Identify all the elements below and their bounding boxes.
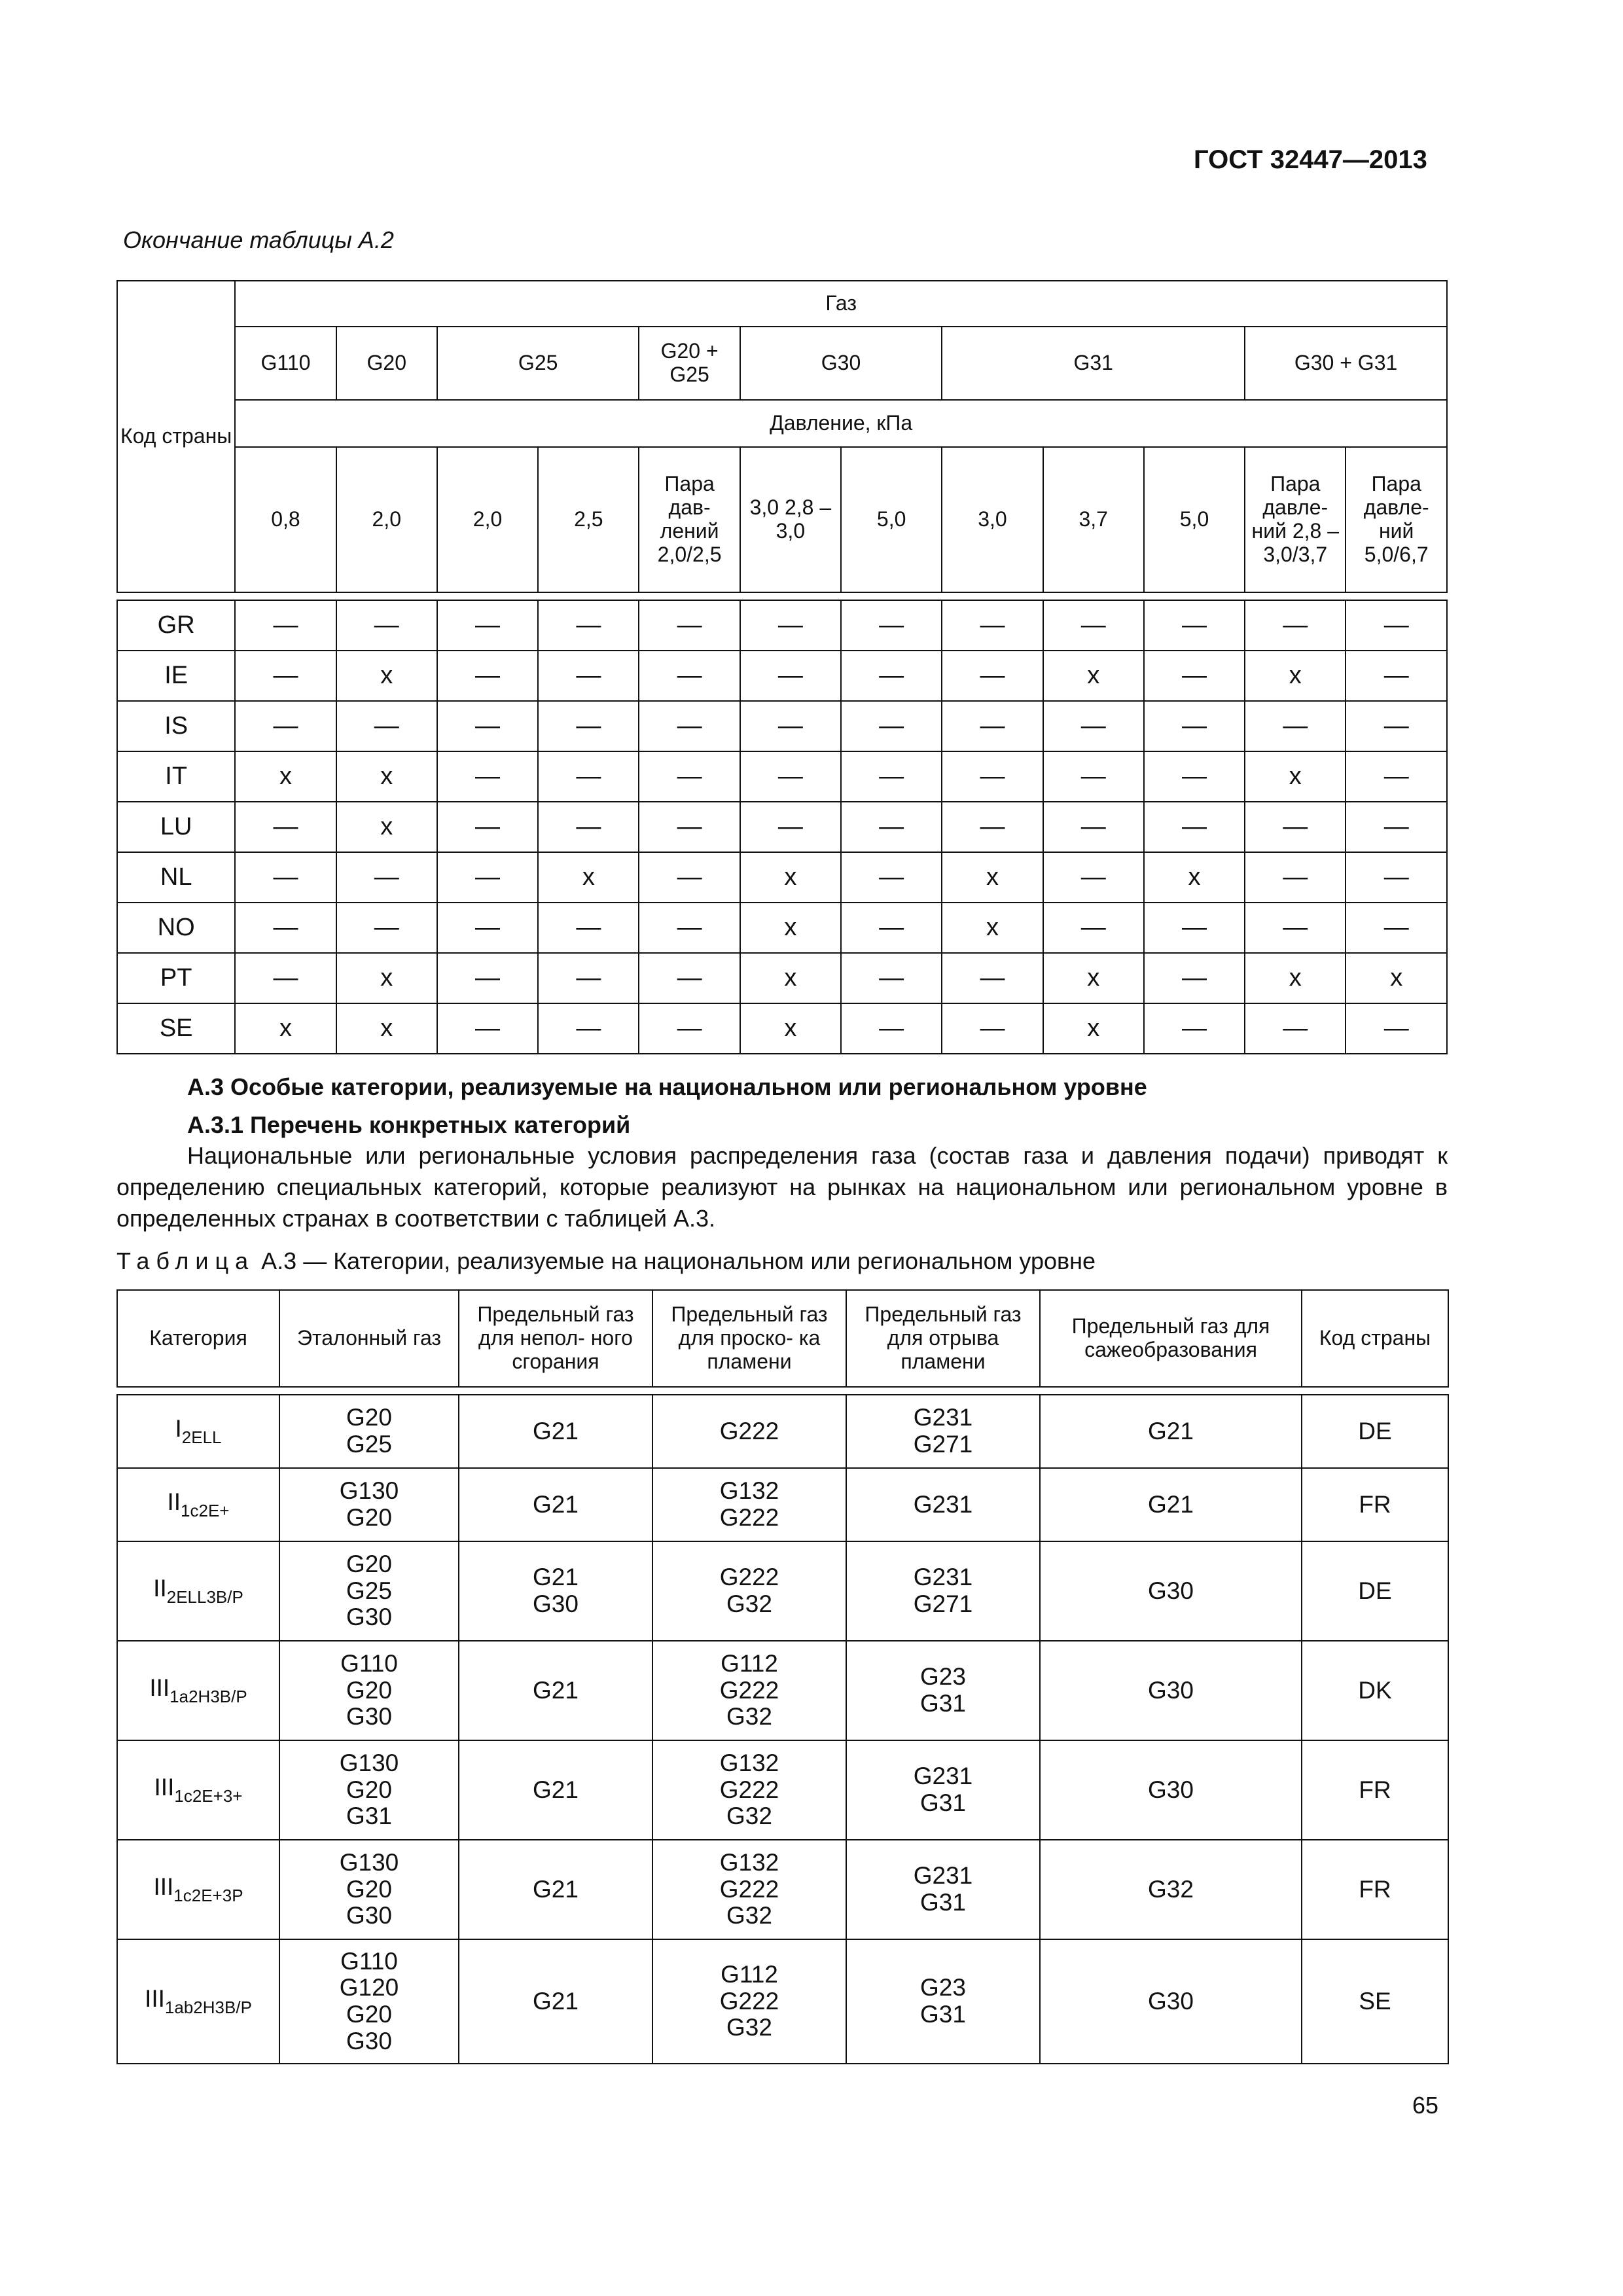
availability-cell: x xyxy=(336,802,437,852)
reference-gas-cell: G130 G20 G31 xyxy=(279,1740,459,1840)
sooting-cell: G21 xyxy=(1040,1395,1302,1468)
availability-cell: — xyxy=(336,903,437,953)
availability-cell: — xyxy=(639,852,740,903)
gas-cell: G31 xyxy=(942,327,1245,400)
table-a2-row xyxy=(117,600,1447,651)
pressure-cell: Пара дав- лений 2,0/2,5 xyxy=(639,447,740,592)
availability-cell: — xyxy=(1346,701,1447,751)
pressure-cell: 3,0 xyxy=(942,447,1043,592)
availability-cell: — xyxy=(740,701,841,751)
category-main: III xyxy=(149,1674,170,1702)
country-code-cell: SE xyxy=(117,1003,235,1054)
availability-cell: — xyxy=(437,751,538,802)
availability-cell: — xyxy=(1144,701,1245,751)
flame-lift-cell: G23 G31 xyxy=(846,1641,1040,1740)
availability-cell: x xyxy=(1043,1003,1144,1054)
country-code-cell: DK xyxy=(1302,1641,1448,1740)
sooting-cell: G30 xyxy=(1040,1541,1302,1641)
availability-cell: — xyxy=(639,751,740,802)
country-code-cell: NL xyxy=(117,852,235,903)
availability-cell: — xyxy=(437,903,538,953)
category-main: III xyxy=(145,1985,165,2013)
table-a2-row xyxy=(117,701,1447,751)
incomplete-combustion-cell: G21 xyxy=(459,1939,652,2064)
availability-cell: x xyxy=(1346,953,1447,1003)
availability-cell: — xyxy=(841,751,942,802)
table-a3-header-country: Код страны xyxy=(1302,1290,1448,1387)
availability-cell: — xyxy=(639,651,740,701)
reference-gas-cell: G130 G20 G30 xyxy=(279,1840,459,1939)
incomplete-combustion-cell: G21 G30 xyxy=(459,1541,652,1641)
table-a3-caption xyxy=(116,1247,1096,1275)
availability-cell: — xyxy=(1346,1003,1447,1054)
availability-cell: — xyxy=(639,701,740,751)
flashback-cell: G132 G222 G32 xyxy=(652,1840,846,1939)
availability-cell: — xyxy=(235,600,336,651)
table-a3-row xyxy=(117,1740,1448,1840)
reference-gas-cell: G20 G25 xyxy=(279,1395,459,1468)
availability-cell: x xyxy=(740,953,841,1003)
flashback-cell: G222 xyxy=(652,1395,846,1468)
country-code-cell: FR xyxy=(1302,1468,1448,1541)
availability-cell: — xyxy=(841,802,942,852)
availability-cell: — xyxy=(1043,600,1144,651)
pressure-cell: 2,0 xyxy=(437,447,538,592)
country-code-cell: NO xyxy=(117,903,235,953)
table-a3-row xyxy=(117,1641,1448,1740)
availability-cell: — xyxy=(1346,802,1447,852)
availability-cell: — xyxy=(841,1003,942,1054)
availability-cell: x xyxy=(336,751,437,802)
availability-cell: — xyxy=(942,701,1043,751)
availability-cell: — xyxy=(1144,751,1245,802)
country-code-cell: FR xyxy=(1302,1840,1448,1939)
table-a3-row xyxy=(117,1541,1448,1641)
table-a3-caption-text: А.3 — Категории, реализуемые на национальном или региональном уровне xyxy=(261,1247,1096,1274)
country-code-cell: DE xyxy=(1302,1395,1448,1468)
availability-cell: — xyxy=(1144,953,1245,1003)
availability-cell: — xyxy=(1144,1003,1245,1054)
table-a2 xyxy=(116,280,1448,1054)
category-main: II xyxy=(153,1575,167,1602)
pressure-cell: 5,0 xyxy=(1144,447,1245,592)
pressure-cell: 3,7 xyxy=(1043,447,1144,592)
availability-cell: — xyxy=(336,701,437,751)
gas-header: Газ xyxy=(235,281,1447,327)
availability-cell: — xyxy=(1346,600,1447,651)
category-cell xyxy=(117,1641,279,1740)
availability-cell: — xyxy=(538,903,639,953)
availability-cell: — xyxy=(437,802,538,852)
table-a2-row xyxy=(117,852,1447,903)
gas-cell: G20 xyxy=(336,327,437,400)
category-cell xyxy=(117,1840,279,1939)
category-subscript: 1c2E+ xyxy=(181,1501,230,1521)
availability-cell: — xyxy=(639,1003,740,1054)
availability-cell: — xyxy=(841,600,942,651)
availability-cell: x xyxy=(1245,651,1346,701)
sooting-cell: G32 xyxy=(1040,1840,1302,1939)
availability-cell: — xyxy=(1043,903,1144,953)
section-a3-1-heading: А.3.1 Перечень конкретных категорий xyxy=(187,1111,631,1138)
category-main: II xyxy=(167,1488,181,1516)
pressure-cell: Пара давле- ний 2,8 –3,0/3,7 xyxy=(1245,447,1346,592)
pressure-cell: 2,5 xyxy=(538,447,639,592)
category-cell xyxy=(117,1939,279,2064)
availability-cell: — xyxy=(740,751,841,802)
gas-cell: G30 xyxy=(740,327,942,400)
table-a2-row xyxy=(117,1003,1447,1054)
table-a3-header-flashback: Предельный газ для проско- ка пламени xyxy=(652,1290,846,1387)
reference-gas-cell: G110 G20 G30 xyxy=(279,1641,459,1740)
category-subscript: 1ab2H3B/P xyxy=(164,1998,252,2018)
table-a2-row xyxy=(117,751,1447,802)
gas-cell: G25 xyxy=(437,327,639,400)
availability-cell: — xyxy=(639,600,740,651)
pressure-header: Давление, кПа xyxy=(235,400,1447,447)
table-a2-row xyxy=(117,903,1447,953)
availability-cell: — xyxy=(942,802,1043,852)
sooting-cell: G30 xyxy=(1040,1740,1302,1840)
table-a3-caption-prefix: Таблица xyxy=(116,1247,255,1274)
availability-cell: x xyxy=(1245,751,1346,802)
availability-cell: — xyxy=(538,802,639,852)
country-code-cell: DE xyxy=(1302,1541,1448,1641)
table-a2-row xyxy=(117,802,1447,852)
country-code-cell: IT xyxy=(117,751,235,802)
page-number: 65 xyxy=(1412,2092,1439,2119)
flame-lift-cell: G231 G31 xyxy=(846,1840,1040,1939)
sooting-cell: G21 xyxy=(1040,1468,1302,1541)
availability-cell: — xyxy=(538,651,639,701)
incomplete-combustion-cell: G21 xyxy=(459,1641,652,1740)
availability-cell: — xyxy=(639,802,740,852)
availability-cell: — xyxy=(942,1003,1043,1054)
section-a3-heading: А.3 Особые категории, реализуемые на национальном или региональном уровне xyxy=(187,1073,1147,1100)
availability-cell: — xyxy=(1144,651,1245,701)
availability-cell: — xyxy=(1245,852,1346,903)
availability-cell: — xyxy=(841,701,942,751)
availability-cell: — xyxy=(639,953,740,1003)
table-a3 xyxy=(116,1289,1449,2064)
availability-cell: x xyxy=(942,852,1043,903)
reference-gas-cell: G20 G25 G30 xyxy=(279,1541,459,1641)
flame-lift-cell: G231 G271 xyxy=(846,1395,1040,1468)
table-a2-caption: Окончание таблицы А.2 xyxy=(123,226,394,253)
gas-cell: G30 + G31 xyxy=(1245,327,1447,400)
table-a3-header-liftoff: Предельный газ для отрыва пламени xyxy=(846,1290,1040,1387)
category-cell xyxy=(117,1740,279,1840)
country-code-cell: PT xyxy=(117,953,235,1003)
pressure-cell: 5,0 xyxy=(841,447,942,592)
availability-cell: — xyxy=(235,953,336,1003)
category-subscript: 1a2H3B/P xyxy=(169,1687,247,1707)
category-subscript: 1c2E+3+ xyxy=(174,1786,243,1806)
incomplete-combustion-cell: G21 xyxy=(459,1740,652,1840)
standard-number: ГОСТ 32447—2013 xyxy=(1194,145,1427,174)
availability-cell: x xyxy=(942,903,1043,953)
availability-cell: — xyxy=(538,953,639,1003)
availability-cell: x xyxy=(1043,651,1144,701)
availability-cell: — xyxy=(841,651,942,701)
availability-cell: — xyxy=(1043,802,1144,852)
category-cell xyxy=(117,1468,279,1541)
availability-cell: — xyxy=(235,651,336,701)
category-cell xyxy=(117,1541,279,1641)
availability-cell: — xyxy=(1144,802,1245,852)
availability-cell: — xyxy=(235,903,336,953)
availability-cell: — xyxy=(740,651,841,701)
availability-cell: — xyxy=(1043,701,1144,751)
availability-cell: — xyxy=(841,852,942,903)
availability-cell: — xyxy=(437,1003,538,1054)
gas-cell: G20 + G25 xyxy=(639,327,740,400)
section-a3-paragraph: Национальные или региональные условия распределения газа (состав газа и давления подачи) приводят к определению специальных категорий, которые реализуют на рынках на национальном или региональном уровне в определенных странах в соответствии с таблицей А.3. xyxy=(116,1142,1448,1232)
availability-cell: — xyxy=(1043,751,1144,802)
availability-cell: — xyxy=(1245,802,1346,852)
availability-cell: — xyxy=(437,600,538,651)
gas-cell: G110 xyxy=(235,327,336,400)
header-separator xyxy=(117,592,1447,600)
table-a3-row xyxy=(117,1939,1448,2064)
availability-cell: — xyxy=(538,1003,639,1054)
country-code-cell: FR xyxy=(1302,1740,1448,1840)
availability-cell: — xyxy=(1144,600,1245,651)
sooting-cell: G30 xyxy=(1040,1939,1302,2064)
country-code-cell: LU xyxy=(117,802,235,852)
availability-cell: — xyxy=(538,701,639,751)
table-a2-row xyxy=(117,953,1447,1003)
country-code-cell: GR xyxy=(117,600,235,651)
category-subscript: 1c2E+3P xyxy=(173,1886,243,1906)
availability-cell: x xyxy=(740,852,841,903)
country-code-header: Код страны xyxy=(117,281,235,592)
availability-cell: — xyxy=(336,852,437,903)
availability-cell: — xyxy=(942,953,1043,1003)
category-main: III xyxy=(154,1774,175,1801)
availability-cell: — xyxy=(538,600,639,651)
availability-cell: — xyxy=(740,600,841,651)
country-code-cell: IE xyxy=(117,651,235,701)
pressure-cell: 2,0 xyxy=(336,447,437,592)
availability-cell: — xyxy=(538,751,639,802)
availability-cell: — xyxy=(437,852,538,903)
category-cell xyxy=(117,1395,279,1468)
table-a3-row xyxy=(117,1840,1448,1939)
country-code-cell: IS xyxy=(117,701,235,751)
category-subscript: 2ELL xyxy=(181,1427,222,1448)
availability-cell: — xyxy=(740,802,841,852)
availability-cell: — xyxy=(1346,751,1447,802)
availability-cell: x xyxy=(1245,953,1346,1003)
table-a3-header-reference: Эталонный газ xyxy=(279,1290,459,1387)
country-code-cell: SE xyxy=(1302,1939,1448,2064)
sooting-cell: G30 xyxy=(1040,1641,1302,1740)
availability-cell: — xyxy=(437,651,538,701)
category-main: I xyxy=(175,1415,182,1443)
flame-lift-cell: G231 G271 xyxy=(846,1541,1040,1641)
availability-cell: — xyxy=(942,751,1043,802)
category-main: III xyxy=(153,1873,174,1901)
availability-cell: — xyxy=(336,600,437,651)
reference-gas-cell: G130 G20 xyxy=(279,1468,459,1541)
reference-gas-cell: G110 G120 G20 G30 xyxy=(279,1939,459,2064)
availability-cell: x xyxy=(1043,953,1144,1003)
availability-cell: x xyxy=(235,1003,336,1054)
availability-cell: x xyxy=(336,651,437,701)
flashback-cell: G222 G32 xyxy=(652,1541,846,1641)
availability-cell: — xyxy=(1346,651,1447,701)
category-subscript: 2ELL3B/P xyxy=(166,1587,243,1607)
flashback-cell: G132 G222 xyxy=(652,1468,846,1541)
availability-cell: x xyxy=(538,852,639,903)
availability-cell: — xyxy=(841,953,942,1003)
availability-cell: — xyxy=(942,651,1043,701)
availability-cell: — xyxy=(841,903,942,953)
flashback-cell: G132 G222 G32 xyxy=(652,1740,846,1840)
availability-cell: — xyxy=(437,953,538,1003)
availability-cell: — xyxy=(235,701,336,751)
availability-cell: x xyxy=(740,1003,841,1054)
pressure-cell: 0,8 xyxy=(235,447,336,592)
table-a3-header-soot: Предельный газ для сажеобразования xyxy=(1040,1290,1302,1387)
availability-cell: — xyxy=(437,701,538,751)
availability-cell: — xyxy=(1245,600,1346,651)
availability-cell: x xyxy=(740,903,841,953)
pressure-cell: 3,0 2,8 –3,0 xyxy=(740,447,841,592)
availability-cell: — xyxy=(235,852,336,903)
table-a3-header-category: Категория xyxy=(117,1290,279,1387)
availability-cell: — xyxy=(1043,852,1144,903)
incomplete-combustion-cell: G21 xyxy=(459,1468,652,1541)
flame-lift-cell: G23 G31 xyxy=(846,1939,1040,2064)
flame-lift-cell: G231 xyxy=(846,1468,1040,1541)
availability-cell: — xyxy=(942,600,1043,651)
incomplete-combustion-cell: G21 xyxy=(459,1395,652,1468)
availability-cell: x xyxy=(336,1003,437,1054)
pressure-cell: Пара давле- ний 5,0/6,7 xyxy=(1346,447,1447,592)
availability-cell: — xyxy=(235,802,336,852)
availability-cell: — xyxy=(1245,701,1346,751)
availability-cell: — xyxy=(1245,1003,1346,1054)
availability-cell: — xyxy=(639,903,740,953)
flashback-cell: G112 G222 G32 xyxy=(652,1939,846,2064)
header-separator xyxy=(117,1387,1448,1395)
availability-cell: — xyxy=(1346,852,1447,903)
flame-lift-cell: G231 G31 xyxy=(846,1740,1040,1840)
table-a3-header-incomplete: Предельный газ для непол- ного сгорания xyxy=(459,1290,652,1387)
table-a3-row xyxy=(117,1468,1448,1541)
flashback-cell: G112 G222 G32 xyxy=(652,1641,846,1740)
availability-cell: — xyxy=(1346,903,1447,953)
table-a3-row xyxy=(117,1395,1448,1468)
availability-cell: — xyxy=(1144,903,1245,953)
availability-cell: x xyxy=(1144,852,1245,903)
availability-cell: x xyxy=(235,751,336,802)
incomplete-combustion-cell: G21 xyxy=(459,1840,652,1939)
availability-cell: — xyxy=(1245,903,1346,953)
table-a2-row xyxy=(117,651,1447,701)
availability-cell: x xyxy=(336,953,437,1003)
